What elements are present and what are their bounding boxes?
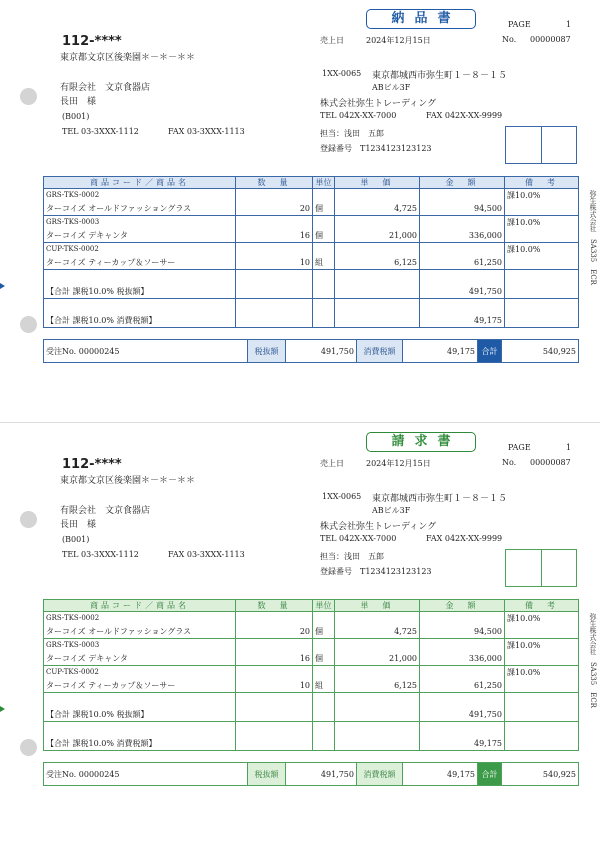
sender-address: 東京都城西市弥生町１－８－１５ xyxy=(372,71,508,81)
sender-building: ABビル3F xyxy=(372,83,411,92)
customer-person: 長田 様 xyxy=(60,520,97,530)
item-note: 課10.0% xyxy=(505,216,579,230)
item-price: 21,000 xyxy=(335,639,420,666)
header-product: 商品コード／商品名 xyxy=(44,600,236,612)
page-number: 1 xyxy=(566,443,572,452)
sender-fax: FAX 042X-XX-9999 xyxy=(426,534,503,543)
tax-value: 49,175 xyxy=(403,340,478,363)
table-row xyxy=(44,243,579,257)
header-unit: 単位 xyxy=(313,600,335,612)
summary-row xyxy=(44,270,579,299)
fold-marker-icon xyxy=(0,706,5,712)
summary-pretax-value: 491,750 xyxy=(420,693,505,722)
stamp-box xyxy=(505,126,577,164)
header-note: 備 考 xyxy=(505,177,579,189)
customer-fax: FAX 03-3XXX-1113 xyxy=(168,550,245,559)
summary-row xyxy=(44,693,579,722)
summary-tax-value: 49,175 xyxy=(420,299,505,328)
item-note: 課10.0% xyxy=(505,639,579,653)
item-note: 課10.0% xyxy=(505,189,579,203)
table-row xyxy=(44,189,579,203)
item-price: 6,125 xyxy=(335,243,420,270)
customer-fax: FAX 03-3XXX-1113 xyxy=(168,127,245,136)
doc-no: 00000087 xyxy=(530,458,571,467)
totals-table xyxy=(43,339,579,363)
item-name: ターコイズ オールドファッショングラス xyxy=(44,625,236,639)
registration-number: 登録番号 T1234123123123 xyxy=(320,144,432,153)
header-note: 備 考 xyxy=(505,600,579,612)
sales-date-label: 売上日 xyxy=(320,36,344,45)
item-unit: 組 xyxy=(313,243,335,270)
table-header xyxy=(44,600,579,612)
summary-row xyxy=(44,299,579,328)
summary-tax-label: 【合計 課税10.0% 消費税額】 xyxy=(44,722,236,751)
summary-pretax-label: 【合計 課税10.0% 税抜額】 xyxy=(44,270,236,299)
customer-company: 有限会社 文京食器店 xyxy=(60,506,151,516)
item-amount: 336,000 xyxy=(420,639,505,666)
item-amount: 61,250 xyxy=(420,243,505,270)
sender-fax: FAX 042X-XX-9999 xyxy=(426,111,503,120)
tax-label: 消費税額 xyxy=(357,763,403,786)
item-price: 4,725 xyxy=(335,612,420,639)
item-price: 6,125 xyxy=(335,666,420,693)
sender-building: ABビル3F xyxy=(372,506,411,515)
summary-tax-value: 49,175 xyxy=(420,722,505,751)
header-price: 単 価 xyxy=(335,600,420,612)
table-header xyxy=(44,177,579,189)
binder-hole xyxy=(20,739,37,756)
item-code: CUP-TKS-0002 xyxy=(44,666,236,680)
item-note: 課10.0% xyxy=(505,612,579,626)
sender-zip: 1XX-0065 xyxy=(322,69,362,78)
binder-hole xyxy=(20,511,37,528)
sender-tel: TEL 042X-XX-7000 xyxy=(320,111,397,120)
customer-zip: 112-**** xyxy=(62,457,122,472)
item-price: 4,725 xyxy=(335,189,420,216)
invoice-sheet xyxy=(0,423,600,845)
total-label: 合計 xyxy=(478,763,502,786)
item-unit: 組 xyxy=(313,666,335,693)
order-number: 受注No. 00000245 xyxy=(44,340,248,363)
customer-code: (B001) xyxy=(62,112,90,121)
summary-tax-label: 【合計 課税10.0% 消費税額】 xyxy=(44,299,236,328)
sender-company: 株式会社弥生トレーディング xyxy=(320,99,437,109)
item-unit: 個 xyxy=(313,216,335,243)
sales-date: 2024年12月15日 xyxy=(366,459,431,468)
page-label: PAGE xyxy=(508,20,531,29)
document-title: 請求書 xyxy=(366,432,476,452)
staff: 担当：浅田 五郎 xyxy=(320,552,384,561)
customer-person: 長田 様 xyxy=(60,97,97,107)
item-name: ターコイズ デキャンタ xyxy=(44,229,236,243)
sender-address: 東京都城西市弥生町１－８－１５ xyxy=(372,494,508,504)
item-price: 21,000 xyxy=(335,216,420,243)
total-label: 合計 xyxy=(478,340,502,363)
customer-address: 東京都文京区後楽園＊－＊－＊＊ xyxy=(60,476,196,486)
fold-marker-icon xyxy=(0,283,5,289)
item-unit: 個 xyxy=(313,639,335,666)
doc-no-label: No. xyxy=(502,35,517,44)
total-value: 540,925 xyxy=(502,763,579,786)
customer-code: (B001) xyxy=(62,535,90,544)
item-qty: 20 xyxy=(236,189,313,216)
item-note: 課10.0% xyxy=(505,243,579,257)
pretax-label: 税抜額 xyxy=(248,763,286,786)
doc-no: 00000087 xyxy=(530,35,571,44)
table-row xyxy=(44,639,579,653)
item-amount: 94,500 xyxy=(420,612,505,639)
binder-hole xyxy=(20,316,37,333)
side-vertical-text: 弥生株式会社 SA335 ECR xyxy=(589,190,597,285)
tax-value: 49,175 xyxy=(403,763,478,786)
sender-company: 株式会社弥生トレーディング xyxy=(320,522,437,532)
summary-pretax-value: 491,750 xyxy=(420,270,505,299)
header-unit: 単位 xyxy=(313,177,335,189)
pretax-value: 491,750 xyxy=(286,763,357,786)
header-qty: 数 量 xyxy=(236,600,313,612)
staff: 担当：浅田 五郎 xyxy=(320,129,384,138)
item-qty: 10 xyxy=(236,243,313,270)
item-name: ターコイズ ティーカップ＆ソーサー xyxy=(44,256,236,270)
item-amount: 61,250 xyxy=(420,666,505,693)
item-amount: 94,500 xyxy=(420,189,505,216)
sender-tel: TEL 042X-XX-7000 xyxy=(320,534,397,543)
pretax-value: 491,750 xyxy=(286,340,357,363)
binder-hole xyxy=(20,88,37,105)
items-table xyxy=(43,176,579,328)
header-amount: 金 額 xyxy=(420,600,505,612)
item-amount: 336,000 xyxy=(420,216,505,243)
item-note: 課10.0% xyxy=(505,666,579,680)
table-row xyxy=(44,216,579,230)
header-qty: 数 量 xyxy=(236,177,313,189)
customer-tel: TEL 03-3XXX-1112 xyxy=(62,550,139,559)
item-name: ターコイズ デキャンタ xyxy=(44,652,236,666)
summary-pretax-label: 【合計 課税10.0% 税抜額】 xyxy=(44,693,236,722)
customer-address: 東京都文京区後楽園＊－＊－＊＊ xyxy=(60,53,196,63)
delivery-note-sheet xyxy=(0,0,600,422)
item-qty: 16 xyxy=(236,216,313,243)
page-number: 1 xyxy=(566,20,572,29)
side-vertical-text: 弥生株式会社 SA335 ECR xyxy=(589,613,597,708)
doc-no-label: No. xyxy=(502,458,517,467)
tax-label: 消費税額 xyxy=(357,340,403,363)
order-number: 受注No. 00000245 xyxy=(44,763,248,786)
total-value: 540,925 xyxy=(502,340,579,363)
pretax-label: 税抜額 xyxy=(248,340,286,363)
item-code: GRS-TKS-0003 xyxy=(44,216,236,230)
header-product: 商品コード／商品名 xyxy=(44,177,236,189)
sales-date: 2024年12月15日 xyxy=(366,36,431,45)
item-name: ターコイズ オールドファッショングラス xyxy=(44,202,236,216)
item-qty: 16 xyxy=(236,639,313,666)
table-row xyxy=(44,612,579,626)
registration-number: 登録番号 T1234123123123 xyxy=(320,567,432,576)
item-code: GRS-TKS-0002 xyxy=(44,189,236,203)
item-unit: 個 xyxy=(313,612,335,639)
customer-company: 有限会社 文京食器店 xyxy=(60,83,151,93)
item-code: GRS-TKS-0002 xyxy=(44,612,236,626)
sales-date-label: 売上日 xyxy=(320,459,344,468)
header-price: 単 価 xyxy=(335,177,420,189)
totals-table xyxy=(43,762,579,786)
items-table xyxy=(43,599,579,751)
item-name: ターコイズ ティーカップ＆ソーサー xyxy=(44,679,236,693)
item-qty: 20 xyxy=(236,612,313,639)
header-amount: 金 額 xyxy=(420,177,505,189)
summary-row xyxy=(44,722,579,751)
item-qty: 10 xyxy=(236,666,313,693)
document-title: 納品書 xyxy=(366,9,476,29)
table-row xyxy=(44,666,579,680)
item-unit: 個 xyxy=(313,189,335,216)
stamp-box xyxy=(505,549,577,587)
sender-zip: 1XX-0065 xyxy=(322,492,362,501)
customer-tel: TEL 03-3XXX-1112 xyxy=(62,127,139,136)
item-code: CUP-TKS-0002 xyxy=(44,243,236,257)
customer-zip: 112-**** xyxy=(62,34,122,49)
page-label: PAGE xyxy=(508,443,531,452)
item-code: GRS-TKS-0003 xyxy=(44,639,236,653)
